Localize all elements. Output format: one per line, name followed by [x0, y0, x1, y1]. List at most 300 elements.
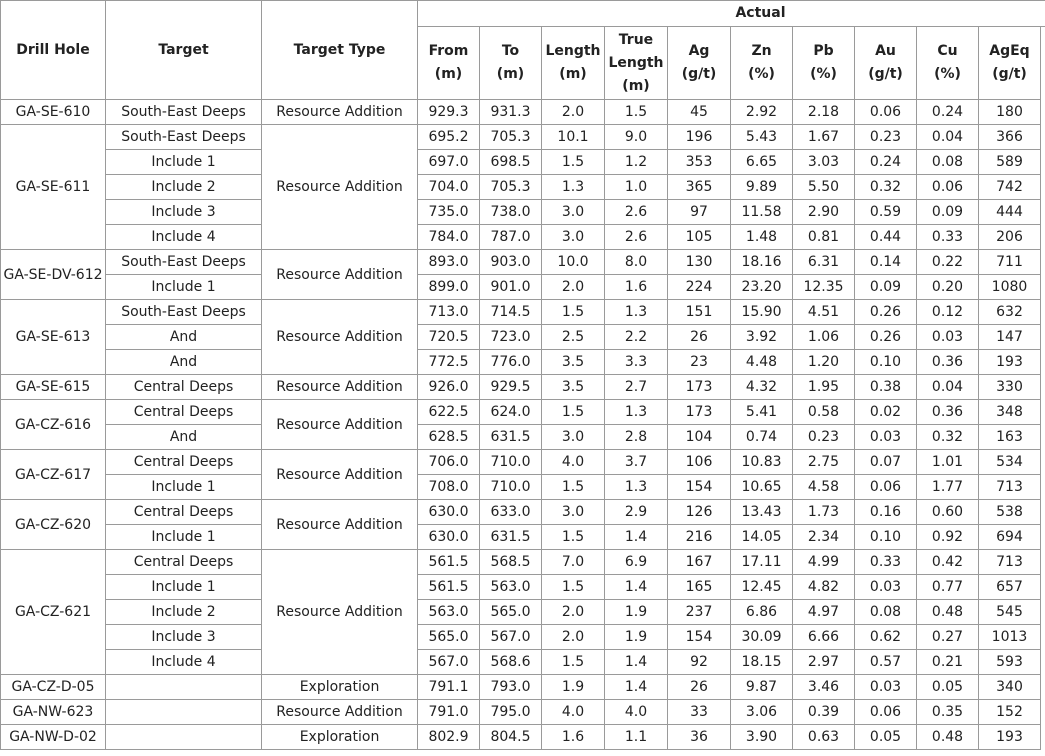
table-row	[1, 475, 1045, 500]
cell-drill-hole: GA-CZ-617	[1, 450, 106, 500]
cell-target-type: Resource Addition	[262, 700, 418, 725]
cell-length: 1.6	[542, 725, 605, 750]
cell-true-length: 1.3	[605, 400, 668, 425]
header-pb-line-1: Pb	[813, 43, 834, 59]
table-row	[1, 300, 1045, 325]
cell-ag: 165	[668, 575, 731, 600]
cell-ag: 36	[668, 725, 731, 750]
cell-ageq: 147	[979, 325, 1041, 350]
cell-from: 628.5	[418, 425, 480, 450]
cell-ageq: 180	[979, 100, 1041, 125]
cell-ag: 167	[668, 550, 731, 575]
cell-true-length: 2.9	[605, 500, 668, 525]
table-row	[1, 125, 1045, 150]
table-row	[1, 200, 1045, 225]
header-au-line-2: (g/t)	[868, 66, 903, 82]
cell-true-length: 2.6	[605, 200, 668, 225]
table-row	[1, 675, 1045, 700]
cell-to: 705.3	[480, 125, 542, 150]
cell-au: 0.06	[855, 100, 917, 125]
cell-pb: 5.50	[793, 175, 855, 200]
cell-ag: 92	[668, 650, 731, 675]
cell-cu: 0.05	[917, 675, 979, 700]
cell-au: 0.10	[855, 350, 917, 375]
cell-length: 10.1	[542, 125, 605, 150]
cell-from: 706.0	[418, 450, 480, 475]
cell-target: Central Deeps	[106, 500, 262, 525]
cell-length: 2.0	[542, 625, 605, 650]
cell-ageq: 593	[979, 650, 1041, 675]
cell-length: 2.0	[542, 275, 605, 300]
header-from	[418, 27, 480, 100]
cell-target-type: Resource Addition	[262, 125, 418, 250]
table-row	[1, 525, 1045, 550]
header-length-line-2: (m)	[559, 66, 587, 82]
cell-length: 7.0	[542, 550, 605, 575]
cell-pb: 2.18	[793, 100, 855, 125]
cell-pb: 2.90	[793, 200, 855, 225]
cell-to: 903.0	[480, 250, 542, 275]
cell-pb: 6.66	[793, 625, 855, 650]
cell-from: 704.0	[418, 175, 480, 200]
cell-target: South-East Deeps	[106, 250, 262, 275]
header-true-length-line-1: True	[618, 31, 654, 48]
cell-ag: 365	[668, 175, 731, 200]
cell-target-type: Resource Addition	[262, 100, 418, 125]
cell-ag: 33	[668, 700, 731, 725]
cell-zn: 13.43	[731, 500, 793, 525]
cell-length: 1.5	[542, 575, 605, 600]
cell-to: 631.5	[480, 525, 542, 550]
header-cu-line-1: Cu	[937, 43, 958, 59]
cell-true-length: 4.0	[605, 700, 668, 725]
header-zn-line-1: Zn	[751, 43, 772, 59]
cell-au: 0.03	[855, 675, 917, 700]
cell-from: 563.0	[418, 600, 480, 625]
cell-length: 10.0	[542, 250, 605, 275]
cell-ageq: 348	[979, 400, 1041, 425]
cell-ag: 97	[668, 200, 731, 225]
cell-ageq: 632	[979, 300, 1041, 325]
cell-target: Include 4	[106, 225, 262, 250]
cell-target	[106, 725, 262, 750]
cell-au: 0.14	[855, 250, 917, 275]
cell-from: 697.0	[418, 150, 480, 175]
cell-ageq: 713	[979, 475, 1041, 500]
cell-true-length: 1.0	[605, 175, 668, 200]
table-row	[1, 175, 1045, 200]
cell-from: 708.0	[418, 475, 480, 500]
cell-target	[106, 675, 262, 700]
header-row-top	[1, 1, 1045, 27]
header-target-type: Target Type	[262, 1, 418, 100]
cell-au: 0.24	[855, 150, 917, 175]
cell-cu: 0.12	[917, 300, 979, 325]
cell-true-length: 9.0	[605, 125, 668, 150]
cell-zn: 18.15	[731, 650, 793, 675]
cell-true-length: 1.6	[605, 275, 668, 300]
table-row	[1, 600, 1045, 625]
table-row	[1, 625, 1045, 650]
cell-cu: 1.01	[917, 450, 979, 475]
cell-from: 929.3	[418, 100, 480, 125]
cell-from: 561.5	[418, 550, 480, 575]
header-ageq-line-2: (g/t)	[992, 66, 1027, 82]
table-row	[1, 400, 1045, 425]
cell-ag: 353	[668, 150, 731, 175]
header-pb-line-2: (%)	[810, 66, 837, 82]
cell-cu: 0.09	[917, 200, 979, 225]
cell-target: Include 2	[106, 175, 262, 200]
header-drill-hole: Drill Hole	[1, 1, 106, 100]
cell-to: 568.6	[480, 650, 542, 675]
cell-pb: 0.58	[793, 400, 855, 425]
cell-au: 0.07	[855, 450, 917, 475]
cell-ag: 130	[668, 250, 731, 275]
cell-true-length: 1.1	[605, 725, 668, 750]
cell-ageq: 193	[979, 350, 1041, 375]
cell-true-length: 2.7	[605, 375, 668, 400]
cell-ag: 126	[668, 500, 731, 525]
cell-ag: 26	[668, 325, 731, 350]
cell-pb: 6.31	[793, 250, 855, 275]
cell-to: 631.5	[480, 425, 542, 450]
cell-to: 793.0	[480, 675, 542, 700]
cell-from: 630.0	[418, 525, 480, 550]
cell-target: Central Deeps	[106, 450, 262, 475]
header-to-line-2: (m)	[496, 66, 525, 82]
cell-length: 3.0	[542, 200, 605, 225]
cell-from: 565.0	[418, 625, 480, 650]
cell-from: 893.0	[418, 250, 480, 275]
table-row	[1, 150, 1045, 175]
cell-zn: 9.89	[731, 175, 793, 200]
cell-to: 710.0	[480, 475, 542, 500]
table-row	[1, 275, 1045, 300]
table-row	[1, 225, 1045, 250]
cell-zn: 10.83	[731, 450, 793, 475]
header-ag	[668, 27, 731, 100]
cell-zn: 3.06	[731, 700, 793, 725]
cell-target: And	[106, 350, 262, 375]
cell-cu: 0.36	[917, 400, 979, 425]
cell-from: 791.1	[418, 675, 480, 700]
cell-target: And	[106, 425, 262, 450]
cell-drill-hole: GA-SE-615	[1, 375, 106, 400]
cell-pb: 0.39	[793, 700, 855, 725]
cell-ag: 237	[668, 600, 731, 625]
cell-ageq: 534	[979, 450, 1041, 475]
cell-target: Include 1	[106, 275, 262, 300]
cell-ageq: 657	[979, 575, 1041, 600]
cell-ag: 216	[668, 525, 731, 550]
cell-cu: 0.36	[917, 350, 979, 375]
cell-target-type: Resource Addition	[262, 550, 418, 675]
cell-cu: 0.33	[917, 225, 979, 250]
cell-cu: 0.20	[917, 275, 979, 300]
cell-zn: 30.09	[731, 625, 793, 650]
cell-ageq: 340	[979, 675, 1041, 700]
cell-target: Include 1	[106, 475, 262, 500]
cell-pb: 4.58	[793, 475, 855, 500]
cell-from: 567.0	[418, 650, 480, 675]
cell-au: 0.59	[855, 200, 917, 225]
cell-zn: 3.90	[731, 725, 793, 750]
cell-true-length: 2.6	[605, 225, 668, 250]
cell-pb: 1.95	[793, 375, 855, 400]
cell-ag: 151	[668, 300, 731, 325]
cell-zn: 4.48	[731, 350, 793, 375]
header-cu	[917, 27, 979, 100]
cell-ageq: 711	[979, 250, 1041, 275]
table-row	[1, 725, 1045, 750]
cell-target: Include 1	[106, 575, 262, 600]
cell-au: 0.62	[855, 625, 917, 650]
cell-cu: 0.92	[917, 525, 979, 550]
cell-length: 1.9	[542, 675, 605, 700]
cell-true-length: 1.9	[605, 600, 668, 625]
cell-zn: 6.86	[731, 600, 793, 625]
cell-from: 899.0	[418, 275, 480, 300]
table-row	[1, 700, 1045, 725]
cell-length: 3.0	[542, 225, 605, 250]
cell-cu: 0.35	[917, 700, 979, 725]
cell-pb: 0.81	[793, 225, 855, 250]
cell-pb: 1.20	[793, 350, 855, 375]
cell-ageq: 206	[979, 225, 1041, 250]
cell-ageq: 1013	[979, 625, 1041, 650]
cell-cu: 0.24	[917, 100, 979, 125]
cell-zn: 5.41	[731, 400, 793, 425]
cell-target-type: Resource Addition	[262, 250, 418, 300]
header-zn	[731, 27, 793, 100]
cell-target: Central Deeps	[106, 400, 262, 425]
cell-ageq: 538	[979, 500, 1041, 525]
cell-cu: 0.32	[917, 425, 979, 450]
cell-true-length: 1.2	[605, 150, 668, 175]
cell-target: And	[106, 325, 262, 350]
header-au-line-1: Au	[875, 43, 896, 59]
cell-zn: 3.92	[731, 325, 793, 350]
cell-ag: 26	[668, 675, 731, 700]
header-ag-line-1: Ag	[688, 43, 710, 59]
cell-au: 0.26	[855, 300, 917, 325]
cell-pb: 3.03	[793, 150, 855, 175]
cell-to: 738.0	[480, 200, 542, 225]
cell-target: Include 3	[106, 625, 262, 650]
cell-to: 568.5	[480, 550, 542, 575]
cell-drill-hole: GA-NW-D-02	[1, 725, 106, 750]
cell-target-type: Resource Addition	[262, 400, 418, 450]
cell-pb: 3.46	[793, 675, 855, 700]
cell-target-type: Resource Addition	[262, 375, 418, 400]
cell-from: 561.5	[418, 575, 480, 600]
cell-cu: 0.04	[917, 125, 979, 150]
cell-to: 795.0	[480, 700, 542, 725]
cell-cu: 1.77	[917, 475, 979, 500]
header-cu-line-2: (%)	[934, 66, 961, 82]
cell-target-type: Resource Addition	[262, 450, 418, 500]
cell-length: 2.0	[542, 100, 605, 125]
cell-zn: 18.16	[731, 250, 793, 275]
cell-to: 710.0	[480, 450, 542, 475]
table-row	[1, 250, 1045, 275]
cell-length: 4.0	[542, 450, 605, 475]
cell-true-length: 6.9	[605, 550, 668, 575]
cell-zn: 2.92	[731, 100, 793, 125]
cell-true-length: 1.4	[605, 650, 668, 675]
cell-pb: 4.51	[793, 300, 855, 325]
cell-true-length: 3.3	[605, 350, 668, 375]
cell-drill-hole: GA-SE-610	[1, 100, 106, 125]
cell-au: 0.38	[855, 375, 917, 400]
cell-target	[106, 700, 262, 725]
cell-to: 723.0	[480, 325, 542, 350]
cell-to: 633.0	[480, 500, 542, 525]
cell-to: 563.0	[480, 575, 542, 600]
cell-length: 4.0	[542, 700, 605, 725]
cell-zn: 15.90	[731, 300, 793, 325]
cell-drill-hole: GA-CZ-620	[1, 500, 106, 550]
cell-drill-hole: GA-NW-623	[1, 700, 106, 725]
cell-to: 698.5	[480, 150, 542, 175]
cell-au: 0.16	[855, 500, 917, 525]
cell-au: 0.32	[855, 175, 917, 200]
header-actual: Actual	[418, 1, 1045, 27]
header-from-line-1: From	[428, 43, 469, 59]
cell-zn: 4.32	[731, 375, 793, 400]
cell-target-type: Resource Addition	[262, 500, 418, 550]
cell-ageq: 193	[979, 725, 1041, 750]
cell-cu: 0.06	[917, 175, 979, 200]
cell-au: 0.57	[855, 650, 917, 675]
header-target: Target	[106, 1, 262, 100]
cell-ag: 23	[668, 350, 731, 375]
table-body	[1, 100, 1045, 750]
cell-ag: 224	[668, 275, 731, 300]
cell-target-type: Resource Addition	[262, 300, 418, 375]
cell-ageq: 1080	[979, 275, 1041, 300]
cell-ag: 105	[668, 225, 731, 250]
cell-cu: 0.60	[917, 500, 979, 525]
table-row	[1, 450, 1045, 475]
header-true-length-line-3: (m)	[622, 77, 650, 94]
cell-ag: 196	[668, 125, 731, 150]
cell-ag: 173	[668, 400, 731, 425]
cell-ageq: 694	[979, 525, 1041, 550]
cell-true-length: 1.3	[605, 475, 668, 500]
cell-from: 720.5	[418, 325, 480, 350]
cell-cu: 0.77	[917, 575, 979, 600]
cell-from: 926.0	[418, 375, 480, 400]
cell-true-length: 8.0	[605, 250, 668, 275]
cell-drill-hole: GA-CZ-621	[1, 550, 106, 675]
header-ageq-line-1: AgEq	[989, 43, 1030, 59]
cell-drill-hole: GA-SE-611	[1, 125, 106, 250]
cell-target: South-East Deeps	[106, 100, 262, 125]
cell-to: 804.5	[480, 725, 542, 750]
cell-to: 565.0	[480, 600, 542, 625]
cell-zn: 23.20	[731, 275, 793, 300]
cell-cu: 0.04	[917, 375, 979, 400]
header-ag-line-2: (g/t)	[681, 66, 717, 82]
cell-au: 0.03	[855, 575, 917, 600]
cell-ageq: 545	[979, 600, 1041, 625]
cell-ageq: 742	[979, 175, 1041, 200]
cell-ageq: 330	[979, 375, 1041, 400]
cell-target: Central Deeps	[106, 375, 262, 400]
cell-zn: 11.58	[731, 200, 793, 225]
cell-ageq: 589	[979, 150, 1041, 175]
header-true-length-line-2: Length	[608, 54, 664, 71]
cell-from: 622.5	[418, 400, 480, 425]
table-row	[1, 375, 1045, 400]
cell-target: South-East Deeps	[106, 125, 262, 150]
cell-target: Include 4	[106, 650, 262, 675]
cell-pb: 2.34	[793, 525, 855, 550]
cell-target: Include 2	[106, 600, 262, 625]
cell-au: 0.23	[855, 125, 917, 150]
cell-zn: 1.48	[731, 225, 793, 250]
cell-pb: 2.75	[793, 450, 855, 475]
table-row	[1, 100, 1045, 125]
cell-cu: 0.48	[917, 600, 979, 625]
cell-length: 3.0	[542, 425, 605, 450]
cell-length: 2.5	[542, 325, 605, 350]
cell-ag: 45	[668, 100, 731, 125]
cell-cu: 0.21	[917, 650, 979, 675]
cell-zn: 5.43	[731, 125, 793, 150]
cell-true-length: 1.3	[605, 300, 668, 325]
table-row	[1, 575, 1045, 600]
cell-to: 624.0	[480, 400, 542, 425]
cell-pb: 1.06	[793, 325, 855, 350]
cell-au: 0.26	[855, 325, 917, 350]
cell-target: Include 1	[106, 525, 262, 550]
cell-from: 630.0	[418, 500, 480, 525]
cell-true-length: 1.4	[605, 575, 668, 600]
cell-true-length: 1.4	[605, 525, 668, 550]
cell-from: 772.5	[418, 350, 480, 375]
cell-ag: 154	[668, 475, 731, 500]
cell-true-length: 1.9	[605, 625, 668, 650]
cell-length: 1.5	[542, 150, 605, 175]
cell-to: 567.0	[480, 625, 542, 650]
cell-true-length: 1.5	[605, 100, 668, 125]
cell-drill-hole: GA-CZ-D-05	[1, 675, 106, 700]
cell-au: 0.09	[855, 275, 917, 300]
header-zn-line-2: (%)	[748, 66, 775, 82]
cell-target: Include 3	[106, 200, 262, 225]
cell-ag: 173	[668, 375, 731, 400]
cell-target: Central Deeps	[106, 550, 262, 575]
cell-cu: 0.42	[917, 550, 979, 575]
cell-drill-hole: GA-SE-DV-612	[1, 250, 106, 300]
cell-pb: 1.67	[793, 125, 855, 150]
cell-from: 713.0	[418, 300, 480, 325]
header-au	[855, 27, 917, 100]
cell-pb: 4.99	[793, 550, 855, 575]
cell-true-length: 3.7	[605, 450, 668, 475]
cell-target: Include 1	[106, 150, 262, 175]
cell-pb: 0.63	[793, 725, 855, 750]
cell-ag: 104	[668, 425, 731, 450]
cell-au: 0.06	[855, 475, 917, 500]
cell-cu: 0.08	[917, 150, 979, 175]
cell-true-length: 1.4	[605, 675, 668, 700]
cell-length: 1.5	[542, 400, 605, 425]
cell-ageq: 366	[979, 125, 1041, 150]
